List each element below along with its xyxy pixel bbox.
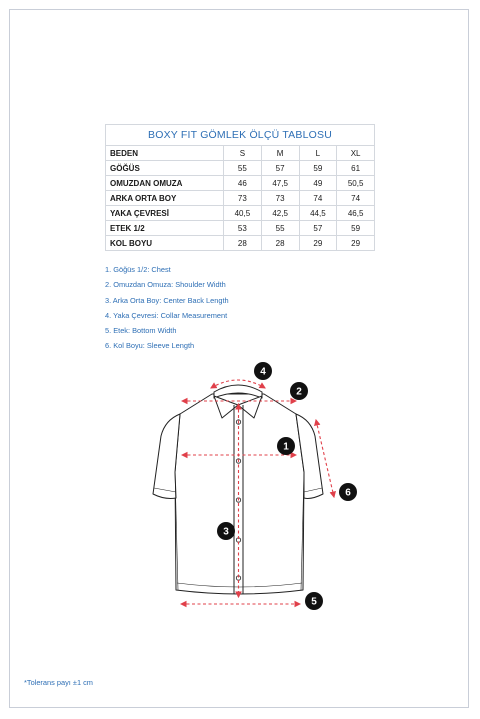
row-value: 29	[337, 236, 375, 251]
marker-5	[305, 592, 323, 610]
row-value: 50,5	[337, 176, 375, 191]
row-value: 59	[299, 161, 337, 176]
row-value: 74	[299, 191, 337, 206]
legend-item: 1. Göğüs 1/2: Chest	[105, 265, 171, 274]
row-value: 46	[224, 176, 262, 191]
marker-6-label: 6	[345, 487, 351, 499]
row-label: KOL BOYU	[106, 236, 224, 251]
row-label: GÖĞÜS	[106, 161, 224, 176]
size-table	[105, 124, 375, 251]
row-value: 57	[299, 221, 337, 236]
legend-item: 5. Etek: Bottom Width	[105, 326, 177, 336]
table-header-row	[106, 146, 375, 161]
row-value: 44,5	[299, 206, 337, 221]
table-row	[106, 191, 375, 206]
row-value: 74	[337, 191, 375, 206]
row-label: OMUZDAN OMUZA	[106, 176, 224, 191]
size-table-container	[105, 124, 375, 251]
marker-4-label: 4	[260, 366, 266, 378]
row-value: 73	[261, 191, 299, 206]
row-value: 57	[261, 161, 299, 176]
row-value: 61	[337, 161, 375, 176]
legend-item: 6. Kol Boyu: Sleeve Length	[105, 341, 195, 351]
table-row	[106, 161, 375, 176]
row-value: 55	[224, 161, 262, 176]
row-value: 73	[224, 191, 262, 206]
row-value: 46,5	[337, 206, 375, 221]
marker-2	[290, 382, 308, 400]
row-label: ETEK 1/2	[106, 221, 224, 236]
header-size: M	[261, 146, 299, 161]
table-row	[106, 236, 375, 251]
header-size: L	[299, 146, 337, 161]
legend-item: 4. Yaka Çevresi: Collar Measurement	[105, 310, 228, 320]
marker-3-label: 3	[223, 526, 229, 538]
header-size: S	[224, 146, 262, 161]
marker-5-label: 5	[311, 596, 317, 608]
row-value: 59	[337, 221, 375, 236]
row-value: 29	[299, 236, 337, 251]
marker-1	[277, 437, 295, 455]
marker-6	[339, 483, 357, 501]
shirt-measurement-diagram	[150, 360, 360, 620]
row-label: ARKA ORTA BOY	[106, 191, 224, 206]
legend-item: 2. Omuzdan Omuza: Shoulder Width	[105, 280, 226, 290]
table-title: BOXY FIT GÖMLEK ÖLÇÜ TABLOSU	[105, 124, 375, 145]
row-value: 53	[224, 221, 262, 236]
row-label: YAKA ÇEVRESİ	[106, 206, 224, 221]
tolerance-note: *Tolerans payı ±1 cm	[24, 678, 93, 687]
table-row	[106, 206, 375, 221]
measurement-legend	[105, 262, 229, 354]
header-label: BEDEN	[106, 146, 224, 161]
marker-1-label: 1	[283, 441, 289, 453]
row-value: 28	[224, 236, 262, 251]
row-value: 28	[261, 236, 299, 251]
table-row	[106, 221, 375, 236]
table-row	[106, 176, 375, 191]
row-value: 42,5	[261, 206, 299, 221]
row-value: 49	[299, 176, 337, 191]
row-value: 55	[261, 221, 299, 236]
legend-item: 3. Arka Orta Boy: Center Back Length	[105, 295, 229, 305]
marker-3	[217, 522, 235, 540]
marker-4	[254, 362, 272, 380]
header-size: XL	[337, 146, 375, 161]
row-value: 40,5	[224, 206, 262, 221]
marker-2-label: 2	[296, 386, 302, 398]
row-value: 47,5	[261, 176, 299, 191]
